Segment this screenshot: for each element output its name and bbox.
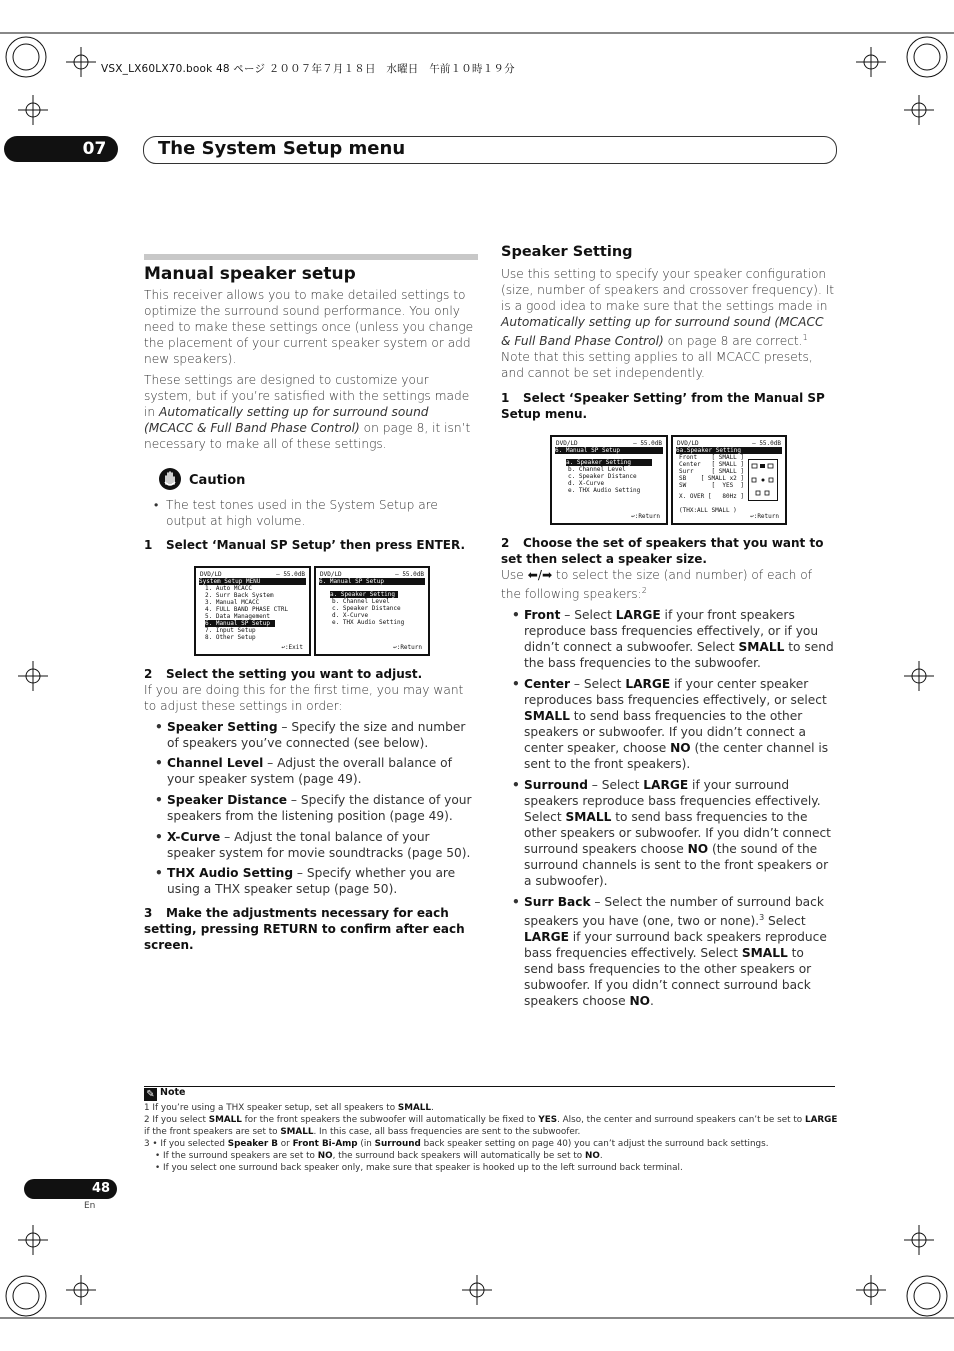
- item-desc: – Specify the distance of your speakers from the listening position (page 49).: [167, 793, 472, 823]
- osd-title: 6. Manual SP Setup: [319, 578, 425, 585]
- link-reference: Automatically setting up for surround sound (MCACC & Full Band Phase Control): [144, 405, 429, 435]
- osd-source: DVD/LD: [677, 440, 699, 447]
- osd-footer: ↩:Return: [393, 644, 422, 651]
- step-number: 2: [501, 536, 510, 550]
- osd-title: 6. Manual SP Setup: [555, 447, 663, 454]
- note-rule: [144, 1086, 835, 1087]
- osd-item: 5. Data Management: [205, 613, 271, 620]
- item-term: THX Audio Setting: [167, 866, 294, 880]
- osd-speaker-setting: [671, 435, 787, 525]
- osd-item: b. Channel Level: [332, 598, 390, 605]
- osd-manual-sp-setup: [314, 566, 430, 656]
- speaker-item-front: • Front – Select LARGE if your front speakers reproduce bass frequencies effectively, or if you didn’t connect a subwoofer. Select SMALL to send the bass frequencies to the subwoofer.: [512, 608, 834, 670]
- osd-center-row: Center [ SMALL ]: [679, 461, 745, 468]
- osd-thx-row: (THX:ALL SMALL ): [679, 507, 737, 514]
- text-run: Use: [501, 568, 528, 582]
- osd-title: 6a.Speaker Setting: [676, 447, 782, 454]
- osd-front-row: Front [ SMALL ]: [679, 454, 745, 461]
- osd-footer: ↩:Exit: [281, 644, 303, 651]
- caution-icon: [158, 467, 182, 491]
- step-text: Select ‘Manual SP Setup’ then press ENTER.: [166, 538, 466, 552]
- print-header: VSX_LX60LX70.book 48 ページ ２００７年７月１８日 水曜日 午前１０時１９分: [101, 63, 515, 75]
- item-desc: – Specify whether you are using a THX speaker setup (page 50).: [167, 866, 456, 896]
- osd-item: b. Channel Level: [568, 466, 626, 473]
- item-desc: Surr Back – Select the number of surround back speakers you have (one, two or none).$^3$ Select LARGE if your surround back speakers reproduce bass frequencies effectively. Select SMALL to send bass frequencies to the other speakers or subwoofer. If you didn’t connect surround back speakers choose NO.: [524, 895, 827, 1009]
- right-step-2: [501, 535, 835, 567]
- right-step-1: [501, 390, 835, 422]
- item-desc: Center – Select LARGE if your center speaker reproduces bass frequencies effectively, or select SMALL to send bass frequencies to the other speakers or subwoofer. If you didn’t connect a center speaker, choose NO (the center channel is sent to the front speakers).: [524, 677, 829, 771]
- caution-body: The test tones used in the System Setup are output at high volume.: [166, 498, 438, 528]
- footnote: • If you select one surround back speaker only, make sure that speaker is hooked up to the left surround back terminal.: [155, 1163, 683, 1173]
- link-reference: Automatically setting up for surround sound (MCACC & Full Band Phase Control): [501, 315, 824, 349]
- osd-manual-sp-setup-right: [550, 435, 668, 525]
- setting-item: • Speaker Setting – Specify the size and number of speakers you’ve connected (see below).: [155, 720, 466, 750]
- osd-item: d. X-Curve: [568, 480, 605, 487]
- section-heading: Manual speaker setup: [144, 264, 356, 284]
- text-run: These settings are designed to customize your system, but if you’re satisfied with the settings made in: [144, 373, 470, 419]
- osd-item: c. Speaker Distance: [568, 473, 637, 480]
- settings-paragraph: [144, 372, 478, 452]
- osd-footer-label: :Return: [634, 513, 660, 520]
- footnote: if the front speakers are set to SMALL. In this case, all bass frequencies are sent to the subwoofer.: [144, 1127, 581, 1137]
- osd-item-selected: 6. Manual SP Setup: [205, 620, 275, 627]
- footnote: • If the surround speakers are set to NO, the surround back speakers will automatically be set to NO.: [155, 1151, 603, 1161]
- left-step-1: [144, 537, 478, 553]
- speaker-layout-icon: [748, 459, 778, 501]
- osd-item: 3. Manual MCACC: [205, 599, 260, 606]
- step-text: Choose the set of speakers that you want to set then select a speaker size.: [501, 536, 824, 566]
- caution-label: Caution: [189, 473, 246, 488]
- speaker-setting-intro: [501, 266, 835, 381]
- text-run: on page 8, it isn’t necessary to make all of these settings.: [144, 421, 471, 451]
- setting-item: • Channel Level – Adjust the overall balance of your speaker system (page 49).: [155, 756, 452, 786]
- osd-sw-row: SW [ YES ]: [679, 482, 745, 489]
- right-step-2-text: [501, 567, 835, 602]
- osd-source: DVD/LD: [320, 571, 342, 578]
- item-term: X-Curve: [167, 830, 221, 844]
- caution-text: • The test tones used in the System Setup are output at high volume.: [154, 498, 438, 528]
- osd-item: 7. Input Setup: [205, 627, 256, 634]
- osd-footer: ↩:Return: [631, 513, 660, 520]
- setting-item: • X-Curve – Adjust the tonal balance of your speaker system for movie soundtracks (page 50).: [155, 830, 471, 860]
- step-text: Select the setting you want to adjust.: [166, 667, 423, 681]
- step-text: Make the adjustments necessary for each setting, pressing RETURN to confirm after each screen.: [144, 906, 465, 952]
- osd-item: e. THX Audio Setting: [332, 619, 405, 626]
- osd-item: d. X-Curve: [332, 612, 369, 619]
- footnote-ref: 1: [802, 333, 808, 342]
- step-number: 1: [501, 391, 510, 405]
- setting-item: • THX Audio Setting – Specify whether you are using a THX speaker setup (page 50).: [155, 866, 456, 896]
- step-number: 1: [144, 538, 153, 552]
- item-desc: – Adjust the overall balance of your speaker system (page 49).: [167, 756, 452, 786]
- osd-title: System Setup MENU: [199, 578, 306, 585]
- osd-item: 8. Other Setup: [205, 634, 256, 641]
- left-step-2: [144, 666, 478, 682]
- note-label: Note: [160, 1087, 186, 1098]
- text-run: Use this setting to specify your speaker configuration (size, number of speakers and crossover frequency). It is a good idea to make sure that the settings made in: [501, 267, 835, 313]
- osd-item: 4. FULL BAND PHASE CTRL: [205, 606, 289, 613]
- osd-volume: – 55.0dB: [395, 571, 424, 578]
- osd-sb-row: SB [ SMALL x2 ]: [679, 475, 745, 482]
- osd-footer: ↩:Return: [750, 513, 779, 520]
- note-icon: ✎: [144, 1088, 157, 1101]
- item-desc: Surround – Select LARGE if your surround speakers reproduce bass frequencies effectively. Select SMALL to send bass frequencies to the other speakers or subwoofer. If you didn’t connect surround speakers choose NO (the sound of the surround channels is sent to the front speakers or a subwoofer).: [524, 778, 831, 888]
- speaker-item-surr-back: • Surr Back – Select the number of surround back speakers you have (one, two or none).$^3$ Select LARGE if your surround back speakers reproduce bass frequencies effectively. Select SMALL to send bass frequencies to the other speakers or subwoofer. If you didn’t connect surround back speakers choose NO.: [512, 895, 827, 1009]
- osd-source: DVD/LD: [556, 440, 578, 447]
- item-term: Speaker Distance: [167, 793, 288, 807]
- footnote: 1 If you’re using a THX speaker setup, set all speakers to SMALL.: [144, 1103, 434, 1113]
- osd-footer-label: :Return: [753, 513, 779, 520]
- section-rule: [144, 254, 478, 260]
- item-desc: – Specify the size and number of speakers you’ve connected (see below).: [167, 720, 466, 750]
- text-run: on page 8 are correct.: [663, 334, 803, 349]
- item-term: Channel Level: [167, 756, 264, 770]
- footnote-ref: 2: [641, 586, 647, 595]
- footnote: 2 If you select SMALL for the front speakers the subwoofer will automatically be fixed to YES. Also, the center and surround speakers can’t be set to LARGE: [144, 1115, 838, 1125]
- item-term: Speaker Setting: [167, 720, 278, 734]
- setting-item: • Speaker Distance – Specify the distance of your speakers from the listening position (page 49).: [155, 793, 472, 823]
- osd-volume: – 55.0dB: [752, 440, 781, 447]
- item-desc: Front – Select LARGE if your front speakers reproduce bass frequencies effectively, or if you didn’t connect a subwoofer. Select SMALL to send the bass frequencies to the subwoofer.: [524, 608, 834, 670]
- osd-item: 2. Surr Back System: [205, 592, 274, 599]
- osd-volume: – 55.0dB: [633, 440, 662, 447]
- language-code: En: [84, 1201, 96, 1211]
- osd-item: e. THX Audio Setting: [568, 487, 641, 494]
- intro-paragraph: This receiver allows you to make detailed settings to optimize the surround sound performance. You only need to make these settings once (unless you change the placement of your current speaker system or add new speakers).: [144, 288, 474, 366]
- osd-item-selected: a. Speaker Setting: [566, 459, 652, 466]
- page-number: 48: [91, 1181, 111, 1196]
- footnote: 3 • If you selected Speaker B or Front Bi-Amp (in Surround back speaker setting on page 40) you can’t adjust the surround back settings.: [144, 1139, 769, 1149]
- speaker-item-center: • Center – Select LARGE if your center speaker reproduces bass frequencies effectively, or select SMALL to send bass frequencies to the other speakers or subwoofer. If you didn’t connect a center speaker, choose NO (the center channel is sent to the front speakers).: [512, 677, 829, 771]
- chapter-number: 07: [82, 139, 107, 159]
- text-run: Note that this setting applies to all MCACC presets, and cannot be set independently.: [501, 350, 813, 381]
- osd-xover-row: X. OVER [ 80Hz ]: [679, 493, 745, 500]
- osd-volume: – 55.0dB: [276, 571, 305, 578]
- item-desc: – Adjust the tonal balance of your speaker system for movie soundtracks (page 50).: [167, 830, 471, 860]
- arrow-keys-icon: ⬅/➡: [527, 568, 553, 582]
- osd-item: c. Speaker Distance: [332, 605, 401, 612]
- step-number: 3: [144, 906, 153, 920]
- speaker-item-surround: • Surround – Select LARGE if your surround speakers reproduce bass frequencies effectively. Select SMALL to send bass frequencies to the other speakers or subwoofer. If you didn’t connect surround speakers choose NO (the sound of the surround channels is sent to the front speakers or a subwoofer).: [512, 778, 831, 888]
- left-step-3: [144, 905, 478, 953]
- chapter-title: The System Setup menu: [158, 138, 406, 159]
- osd-surr-row: Surr [ SMALL ]: [679, 468, 745, 475]
- osd-system-setup-menu: [194, 566, 311, 656]
- step-number: 2: [144, 667, 153, 681]
- osd-item: 1. Auto MCACC: [205, 585, 252, 592]
- text-run: to select the size (and number) of each of the following speakers:: [501, 568, 813, 602]
- osd-footer-label: :Exit: [284, 644, 303, 651]
- speaker-setting-heading: Speaker Setting: [501, 244, 633, 260]
- osd-item-selected: a. Speaker Setting: [330, 591, 398, 598]
- step-text: Select ‘Speaker Setting’ from the Manual SP Setup menu.: [501, 391, 825, 421]
- osd-source: DVD/LD: [200, 571, 222, 578]
- osd-footer-label: :Return: [396, 644, 422, 651]
- left-step-2-text: If you are doing this for the first time, you may want to adjust these settings in order:: [144, 683, 464, 713]
